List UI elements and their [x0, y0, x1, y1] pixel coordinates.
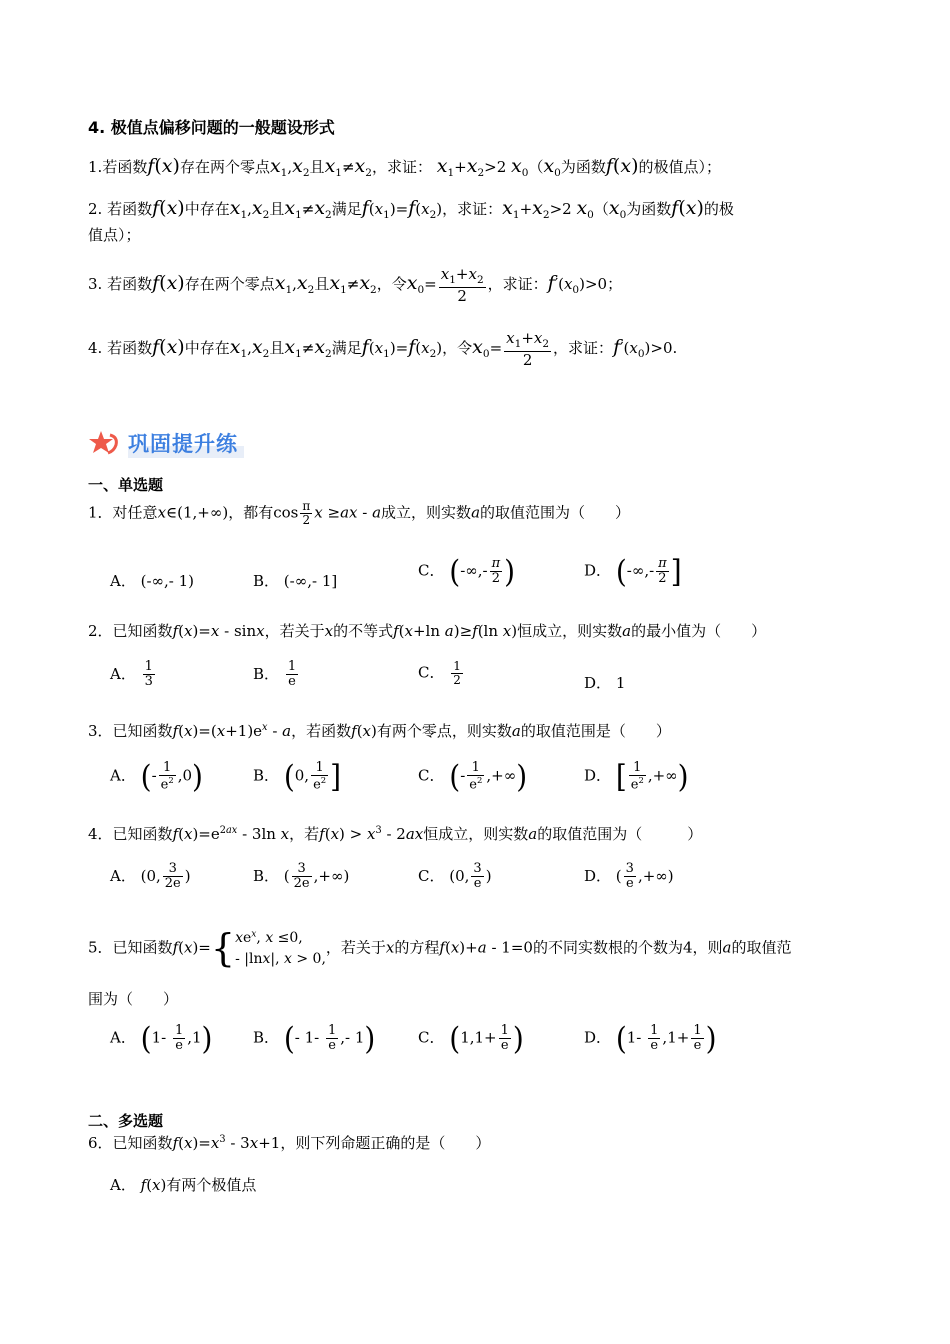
q1-option-c[interactable]: C． (-∞,- $\frac{\pi}{2}$ ) [418, 553, 516, 590]
question-2: 2．已知函数f(x)=x - sinx，若关于x的不等式f(x+ln a)≥f(ln x)恒成立，则实数a的最小值为（ ） [88, 622, 767, 640]
q4-option-a[interactable]: A． (0, $\frac{3}{2e}$ ) [110, 861, 191, 892]
q5-option-d[interactable]: D． (1- $\frac{1}{e}$ ,1+ $\frac{1}{e}$ ) [584, 1020, 717, 1057]
q6-option-a[interactable]: A． f(x)有两个极值点 [110, 1176, 257, 1194]
q2-option-b[interactable]: B． $\frac{1}{e}$ [253, 659, 297, 690]
question-4: 4．已知函数$f(x)=e^{2ax} - 3\ln$ x，若$f(x) > x^3 - 2ax$恒成立，则实数a的取值范围为（ ） [88, 825, 703, 843]
q3-option-c[interactable]: C． (- $\frac{1}{e^2}$ ,+∞) [418, 758, 528, 795]
q4-option-b[interactable]: B． ( $\frac{3}{2e}$ ,+∞) [253, 861, 350, 892]
question-5: 5．已知函数$f(x)=\{xe^x$, x ≤0, - |lnx|, x > 0,，若关于x的方程f(x)+a - 1=0的不同实数根的个数为4，则a的取值范 [88, 926, 792, 970]
q5-option-c[interactable]: C． (1,1+ $\frac{1}{e}$ ) [418, 1020, 524, 1057]
q2-option-d[interactable]: D． 1 [584, 674, 626, 692]
q2-option-c[interactable]: C． $\frac{1}{2}$ [418, 659, 461, 688]
banner-title: 巩固提升练 [128, 428, 244, 458]
q5-option-b[interactable]: B． (- 1- $\frac{1}{e}$ ,- 1) [253, 1020, 376, 1057]
q1-option-d[interactable]: D． (-∞,- $\frac{\pi}{2}$ ] [584, 553, 682, 590]
q1-option-a[interactable]: A． (-∞,- 1) [110, 572, 195, 590]
star-icon [88, 429, 122, 457]
q4-option-d[interactable]: D． ( $\frac{3}{e}$ ,+∞) [584, 861, 674, 892]
q3-option-a[interactable]: A． (- $\frac{1}{e^2}$ ,0) [110, 758, 203, 795]
form-item-2: 2. 若函数f(x)中存在$x_1,x_2$且$x_1\ne x_2$满足$f(x_1)=f(x_2)$，求证：$x_1+x_2>2$ $x_0(x_0$为函数f(x)的极 值点）； [88, 197, 734, 244]
question-5-cont: 围为（ ） [88, 990, 179, 1008]
form-item-4: 4. 若函数f(x)中存在$x_1,x_2$且$x_1\ne x_2$满足$f(x_1)=f(x_2)$，令$x_0=$ $\frac{x_1+x_2}{2}$ ，求证：$f'(x_0)>0$. [88, 329, 678, 369]
q4-option-c[interactable]: C． (0, $\frac{3}{e}$ ) [418, 861, 492, 892]
single-choice-heading: 一、单选题 [88, 476, 164, 494]
q2-option-a[interactable]: A． $\frac{1}{3}$ [110, 659, 153, 690]
q3-option-b[interactable]: B． (0, $\frac{1}{e^2}$ ] [253, 758, 342, 795]
form-item-1: 1.若函数f(x)存在两个零点$x_1,x_2$且$x_1\ne x_2$，求证： $x_1+x_2>2$ $x_0(x_0$为函数f(x)的极值点）； [88, 155, 721, 179]
question-1: 1．对任意x∈(1,+∞)，都有cos $\frac{\pi}{2}$ x ≥ax - a成立，则实数a的取值范围为（ ） [88, 499, 631, 528]
q5-option-a[interactable]: A． (1- $\frac{1}{e}$ ,1) [110, 1020, 213, 1057]
question-3: 3．已知函数$f(x)=(x+1)e^x - a$，若函数f(x)有两个零点，则实数a的取值范围是（ ） [88, 722, 671, 740]
question-6: 6．已知函数$f(x)=x^3 - 3x+1$，则下列命题正确的是（ ） [88, 1134, 491, 1152]
practice-banner [88, 428, 244, 458]
q3-option-d[interactable]: D． [ $\frac{1}{e^2}$ ,+∞) [584, 758, 689, 795]
multi-choice-heading: 二、多选题 [88, 1112, 164, 1130]
form-item-3: 3. 若函数f(x)存在两个零点$x_1,x_2$且$x_1\ne x_2$，令$x_0=$ $\frac{x_1+x_2}{2}$ ，求证：$f'(x_0)>0$； [88, 265, 623, 305]
section-heading: 4. 极值点偏移问题的一般题设形式 [88, 118, 335, 137]
q1-option-b[interactable]: B． (-∞,- 1] [253, 572, 338, 590]
